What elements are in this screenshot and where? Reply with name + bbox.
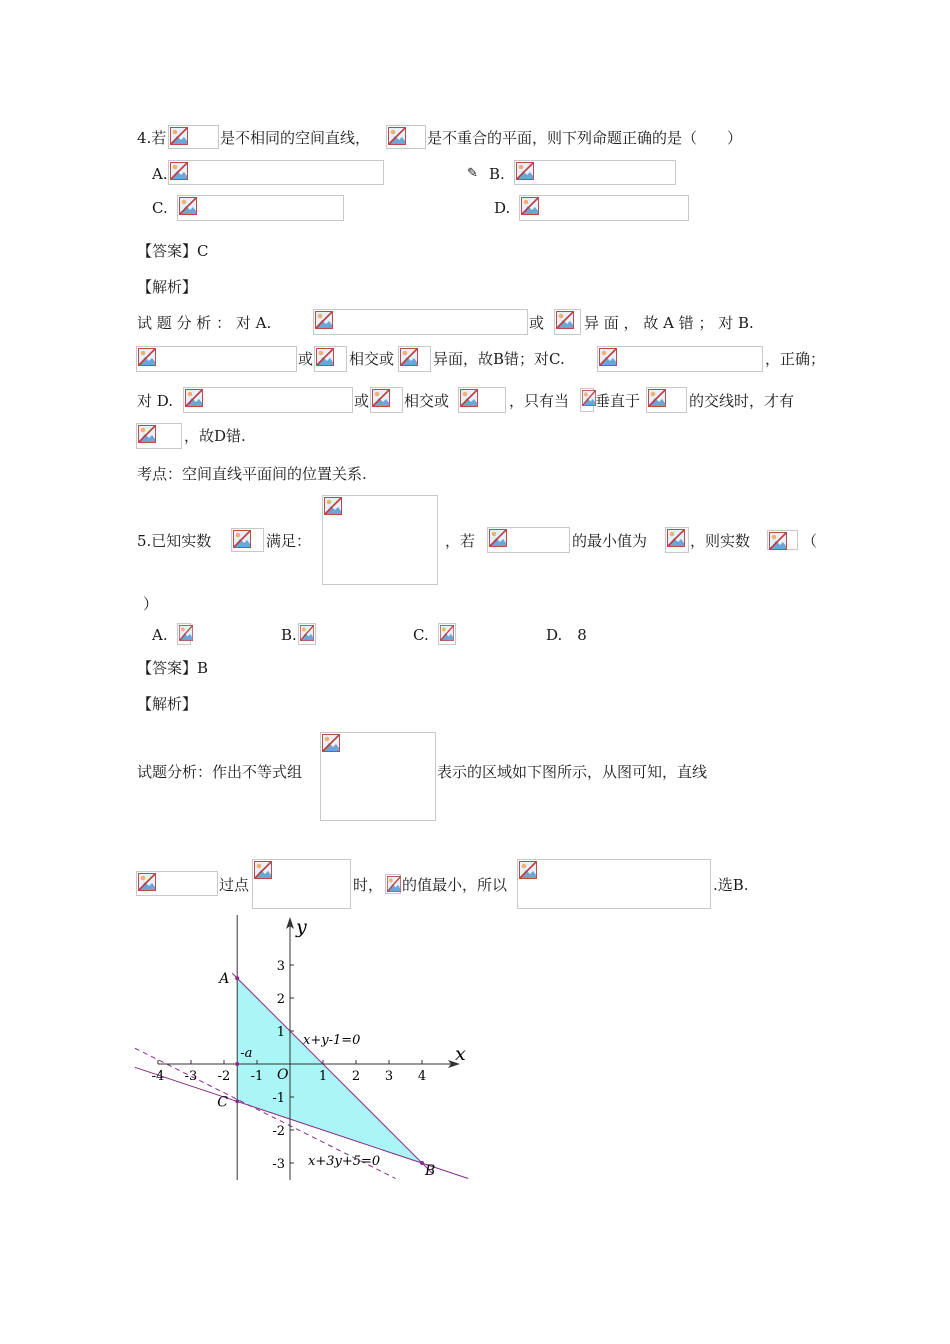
formula-image	[136, 423, 182, 449]
q4-analysis-text: 垂直于	[595, 392, 641, 410]
q5-option-a-label: A.	[152, 626, 168, 644]
q4-option-a-label: A.	[152, 165, 168, 183]
q5-analysis-title: 【解析】	[137, 695, 198, 713]
broken-image-icon	[185, 389, 203, 407]
q5-stem-e: ，则实数	[690, 532, 751, 550]
q5-analysis-text: .选B.	[713, 876, 749, 894]
line2-equation: x+3y+5=0	[308, 1154, 381, 1169]
formula-image	[385, 874, 401, 894]
formula-image	[554, 309, 581, 335]
x-tick-label: 3	[384, 1069, 394, 1084]
q5-analysis-text: 试题分析：作出不等式组	[137, 763, 303, 781]
broken-image-icon	[179, 625, 193, 641]
x-tick-label: -3	[184, 1069, 198, 1084]
broken-image-icon	[648, 389, 666, 407]
q5-stem-close: ）	[143, 595, 159, 613]
point-c-label: C	[217, 1094, 228, 1111]
q4-stem-b: 是不相同的空间直线，	[220, 129, 371, 147]
inequality-system-image	[320, 732, 436, 821]
q5-stem-c: ，若	[445, 532, 476, 550]
point-a-marker	[235, 976, 239, 980]
q5-stem-b: 满足：	[266, 532, 312, 550]
x-tick-label: -4	[151, 1069, 165, 1084]
broken-image-icon	[138, 425, 156, 443]
broken-image-icon	[322, 734, 340, 752]
formula-image	[487, 527, 570, 553]
neg-a-label: -a	[240, 1046, 253, 1061]
q5-stem-a: 5.已知实数	[137, 532, 212, 550]
formula-image	[168, 125, 219, 149]
y-tick-label: -2	[272, 1124, 285, 1139]
q5-stem-d: 的最小值为	[572, 532, 648, 550]
q5-option-c-label: C.	[413, 626, 429, 644]
q5-option-d: D. 8	[546, 626, 587, 644]
pencil-icon: ✎	[467, 166, 478, 181]
q5-analysis-text: 表示的区域如下图所示，从图可知，直线	[437, 763, 708, 781]
q4-analysis-text: 试 题 分 析 ： 对 A.	[137, 314, 272, 332]
q4-option-b-label: B.	[489, 165, 505, 183]
q4-analysis-text: 或	[298, 350, 314, 368]
q5-stem-f: （	[802, 532, 818, 550]
broken-image-icon	[516, 162, 534, 180]
broken-image-icon	[582, 390, 596, 406]
formula-image	[398, 346, 431, 372]
q4-option-d-label: D.	[494, 199, 511, 217]
q4-stem-a: 4.若	[137, 129, 167, 147]
formula-image	[646, 387, 687, 413]
q4-analysis-text: 异 面 ， 故 A 错 ； 对 B.	[584, 314, 754, 332]
y-tick-label: -1	[272, 1091, 285, 1106]
q4-option-c-formula	[177, 195, 344, 221]
q4-analysis-text: 相交或	[349, 350, 395, 368]
q4-analysis-text: 或	[354, 392, 370, 410]
q5-option-b-formula	[298, 623, 316, 645]
q4-answer: 【答案】C	[137, 242, 209, 260]
broken-image-icon	[170, 127, 188, 145]
q5-analysis-text: 时，	[353, 876, 384, 894]
broken-image-icon	[324, 497, 342, 515]
broken-image-icon	[521, 197, 539, 215]
y-tick-label: 2	[276, 992, 285, 1007]
broken-image-icon	[316, 348, 334, 366]
q4-option-a-formula	[168, 160, 384, 185]
q5-answer: 【答案】B	[137, 659, 209, 677]
broken-image-icon	[387, 876, 401, 892]
q5-option-a-formula	[177, 623, 191, 645]
q4-analysis-text: 或	[529, 314, 545, 332]
broken-image-icon	[388, 127, 406, 145]
origin-label: O	[277, 1067, 289, 1083]
broken-image-icon	[372, 389, 390, 407]
broken-image-icon	[179, 197, 197, 215]
formula-image	[313, 309, 528, 335]
broken-image-icon	[233, 530, 251, 548]
x-tick-label: 4	[417, 1069, 427, 1084]
q5-option-b-label: B.	[281, 626, 297, 644]
broken-image-icon	[489, 529, 507, 547]
q4-analysis-text: 的交线时，才有	[689, 392, 795, 410]
q4-analysis-text: 异面，故B错；对C.	[433, 350, 565, 368]
point-c-marker	[235, 1099, 239, 1103]
y-tick-label: 1	[276, 1025, 285, 1040]
y-tick-label: 3	[276, 959, 285, 974]
broken-image-icon	[460, 389, 478, 407]
x-tick-label: -2	[217, 1069, 231, 1084]
x-tick-label: -1	[250, 1069, 264, 1084]
q4-option-d-formula	[519, 195, 689, 221]
point-b-label: B	[425, 1163, 436, 1179]
broken-image-icon	[769, 532, 787, 550]
feasible-region-graph	[134, 915, 474, 1185]
formula-image	[370, 387, 403, 413]
point-b-marker	[420, 1161, 424, 1165]
q4-analysis-text: 相交或	[404, 392, 450, 410]
q4-kaodian: 考点：空间直线平面间的位置关系.	[137, 465, 367, 483]
broken-image-icon	[667, 529, 685, 547]
formula-image	[597, 346, 763, 372]
y-tick-label: -3	[272, 1157, 285, 1172]
broken-image-icon	[170, 162, 188, 180]
broken-image-icon	[138, 873, 156, 891]
q4-analysis-title: 【解析】	[137, 278, 198, 296]
formula-image	[314, 346, 347, 372]
broken-image-icon	[400, 348, 418, 366]
broken-image-icon	[315, 311, 333, 329]
q4-analysis-text: ，故D错.	[184, 427, 246, 445]
q4-analysis-text: ，正确；	[765, 350, 826, 368]
formula-image	[665, 527, 689, 553]
y-axis-label: y	[296, 916, 307, 938]
broken-image-icon	[138, 348, 156, 366]
formula-image	[183, 387, 353, 413]
q4-option-c-label: C.	[152, 199, 168, 217]
line1-equation: x+y-1=0	[303, 1033, 361, 1048]
formula-image	[580, 388, 594, 412]
formula-image	[136, 871, 218, 896]
x-axis-label: x	[455, 1043, 466, 1065]
broken-image-icon	[300, 625, 314, 641]
q4-option-b-formula	[514, 160, 676, 185]
q5-analysis-text: 过点	[219, 876, 250, 894]
broken-image-icon	[254, 861, 272, 879]
inequality-system-image	[322, 495, 438, 585]
formula-image	[136, 346, 297, 372]
broken-image-icon	[599, 348, 617, 366]
q4-analysis-text: 对 D.	[137, 392, 174, 410]
formula-image	[517, 859, 711, 909]
q5-analysis-text: 的值最小，所以	[402, 876, 508, 894]
broken-image-icon	[556, 311, 574, 329]
q4-stem-c: 是不重合的平面，则下列命题正确的是（ ）	[427, 129, 743, 147]
formula-image	[252, 859, 351, 909]
formula-image	[458, 387, 506, 413]
point-a-label: A	[219, 971, 230, 988]
x-tick-label: 2	[351, 1069, 361, 1084]
point-neg-a-marker	[235, 1062, 239, 1066]
formula-image	[767, 530, 798, 550]
x-tick-label: 1	[318, 1069, 328, 1084]
formula-image	[231, 528, 264, 552]
formula-image	[386, 125, 426, 149]
broken-image-icon	[519, 861, 537, 879]
broken-image-icon	[440, 625, 454, 641]
q4-analysis-text: ，只有当	[509, 392, 570, 410]
q5-option-c-formula	[438, 623, 456, 645]
